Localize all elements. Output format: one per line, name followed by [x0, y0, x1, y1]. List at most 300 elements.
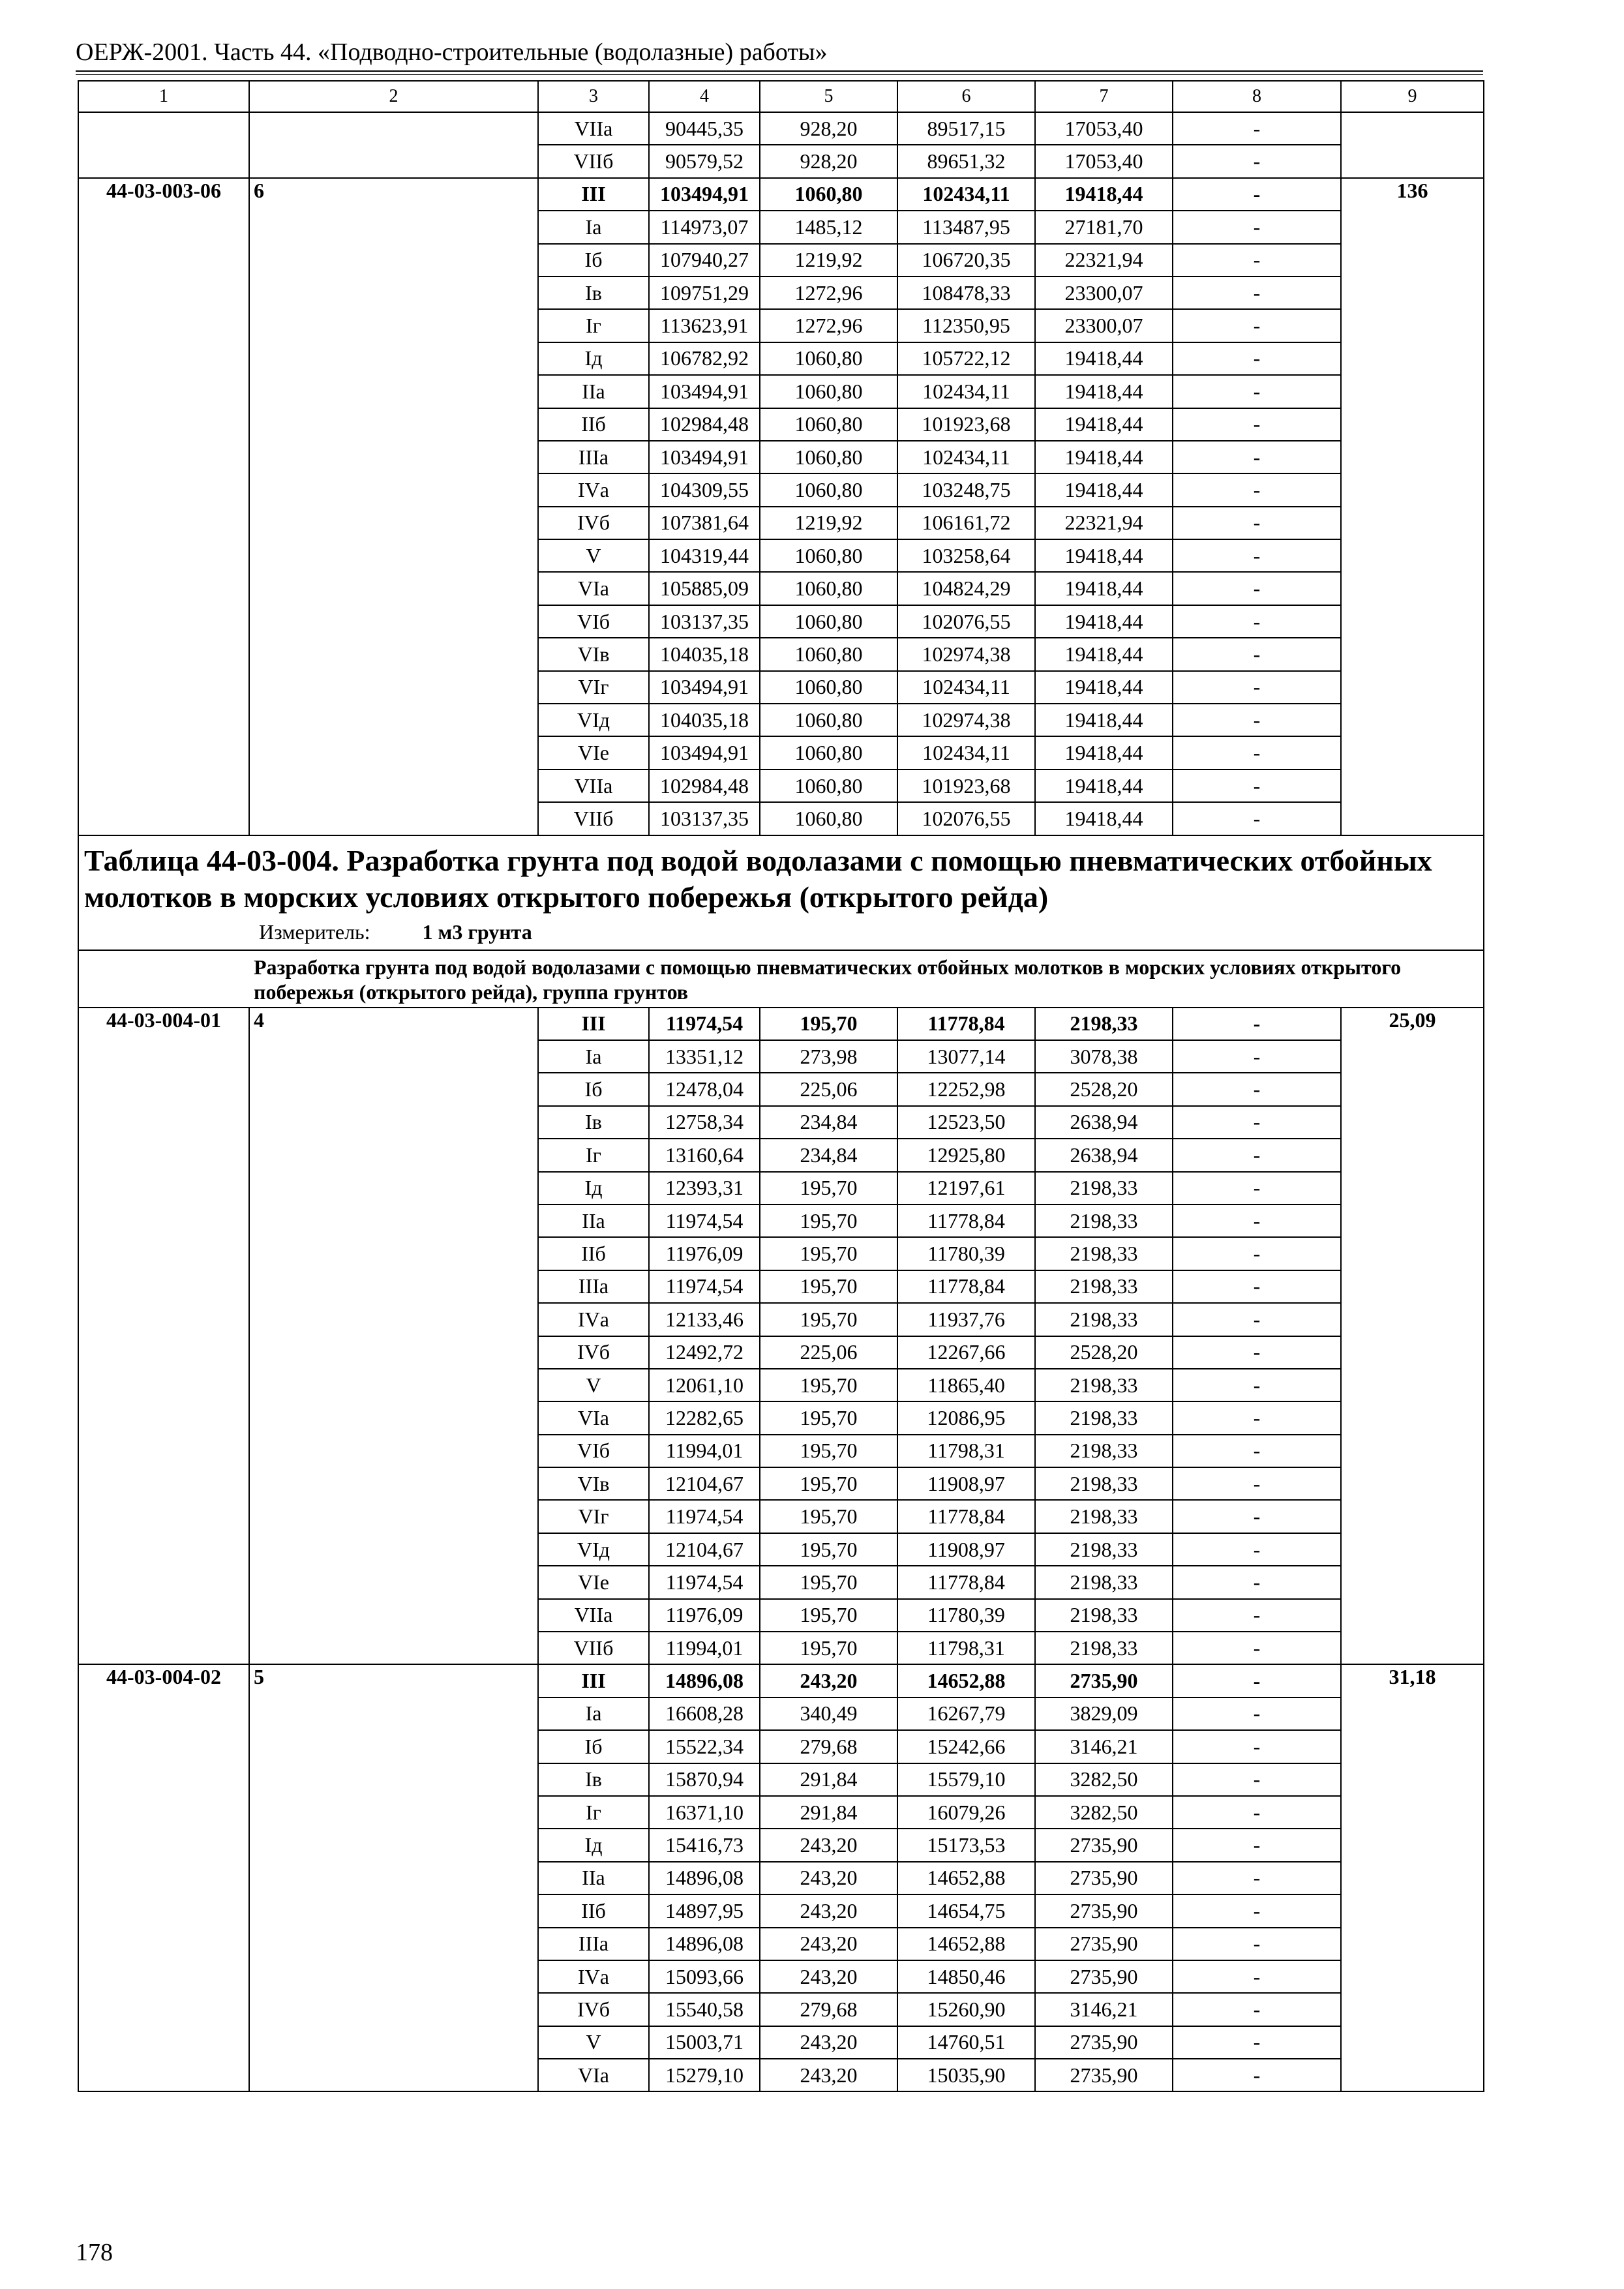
- machine-cost-cell: 12197,61: [897, 1172, 1035, 1204]
- column-number: 8: [1173, 81, 1341, 112]
- labor-total-cell: 136: [1341, 178, 1484, 835]
- labor-total-cell: 25,09: [1341, 1008, 1484, 1665]
- wages-cell: 243,20: [760, 1664, 897, 1697]
- machine-cost-cell: 15579,10: [897, 1763, 1035, 1796]
- direct-cost-cell: 13351,12: [649, 1040, 760, 1073]
- materials-cell: -: [1173, 1698, 1341, 1730]
- machinist-wages-cell: 3078,38: [1035, 1040, 1173, 1073]
- soil-zone-cell: Iб: [538, 1073, 649, 1105]
- machinist-wages-cell: 2198,33: [1035, 1303, 1173, 1336]
- column-number: 4: [649, 81, 760, 112]
- direct-cost-cell: 14896,08: [649, 1862, 760, 1894]
- soil-zone-cell: V: [538, 1369, 649, 1401]
- machine-cost-cell: 11778,84: [897, 1500, 1035, 1533]
- machinist-wages-cell: 23300,07: [1035, 277, 1173, 309]
- machinist-wages-cell: 2198,33: [1035, 1172, 1173, 1204]
- soil-zone-cell: VIе: [538, 736, 649, 769]
- norm-code-cell: 44-03-004-01: [78, 1008, 249, 1665]
- machinist-wages-cell: 2528,20: [1035, 1336, 1173, 1369]
- header-rule: [76, 70, 1483, 75]
- machine-cost-cell: 102434,11: [897, 671, 1035, 704]
- materials-cell: -: [1173, 1467, 1341, 1500]
- soil-zone-cell: IIIа: [538, 1270, 649, 1303]
- wages-cell: 928,20: [760, 112, 897, 145]
- machine-cost-cell: 103248,75: [897, 473, 1035, 506]
- machinist-wages-cell: 2735,90: [1035, 1862, 1173, 1894]
- materials-cell: -: [1173, 112, 1341, 145]
- direct-cost-cell: 113623,91: [649, 309, 760, 342]
- materials-cell: -: [1173, 1040, 1341, 1073]
- machine-cost-cell: 113487,95: [897, 211, 1035, 243]
- wages-cell: 1060,80: [760, 473, 897, 506]
- machinist-wages-cell: 2198,33: [1035, 1467, 1173, 1500]
- direct-cost-cell: 104035,18: [649, 704, 760, 736]
- wages-cell: 243,20: [760, 1894, 897, 1927]
- materials-cell: -: [1173, 2059, 1341, 2091]
- machine-cost-cell: 105722,12: [897, 342, 1035, 375]
- norm-code-cell: 44-03-004-02: [78, 1664, 249, 2091]
- materials-cell: -: [1173, 145, 1341, 177]
- machinist-wages-cell: 19418,44: [1035, 770, 1173, 802]
- total-cell-empty: [1341, 112, 1484, 178]
- machine-cost-cell: 11780,39: [897, 1599, 1035, 1632]
- soil-zone-cell: IIIа: [538, 1928, 649, 1960]
- direct-cost-cell: 104309,55: [649, 473, 760, 506]
- machinist-wages-cell: 2735,90: [1035, 1664, 1173, 1697]
- materials-cell: -: [1173, 539, 1341, 572]
- direct-cost-cell: 11974,54: [649, 1204, 760, 1237]
- machine-cost-cell: 15173,53: [897, 1829, 1035, 1861]
- direct-cost-cell: 103494,91: [649, 441, 760, 473]
- machine-cost-cell: 12252,98: [897, 1073, 1035, 1105]
- machine-cost-cell: 11778,84: [897, 1204, 1035, 1237]
- soil-zone-cell: VIIб: [538, 802, 649, 835]
- unit-line: [84, 920, 1478, 944]
- machine-cost-cell: 101923,68: [897, 770, 1035, 802]
- wages-cell: 195,70: [760, 1204, 897, 1237]
- materials-cell: -: [1173, 1829, 1341, 1861]
- norm-code-cell: 44-03-003-06: [78, 178, 249, 835]
- soil-zone-cell: IIа: [538, 1862, 649, 1894]
- materials-cell: -: [1173, 1435, 1341, 1467]
- materials-cell: -: [1173, 441, 1341, 473]
- machinist-wages-cell: 2528,20: [1035, 1073, 1173, 1105]
- machine-cost-cell: 106720,35: [897, 244, 1035, 277]
- direct-cost-cell: 16371,10: [649, 1796, 760, 1829]
- soil-zone-cell: VIа: [538, 2059, 649, 2091]
- table-row: [78, 112, 1484, 145]
- direct-cost-cell: 103137,35: [649, 802, 760, 835]
- direct-cost-cell: 105885,09: [649, 572, 760, 605]
- wages-cell: 928,20: [760, 145, 897, 177]
- soil-zone-cell: Iд: [538, 1829, 649, 1861]
- machinist-wages-cell: 2638,94: [1035, 1139, 1173, 1171]
- materials-cell: -: [1173, 1533, 1341, 1566]
- table-row: [78, 178, 1484, 211]
- machine-cost-cell: 102076,55: [897, 605, 1035, 638]
- wages-cell: 195,70: [760, 1566, 897, 1598]
- materials-cell: -: [1173, 1928, 1341, 1960]
- direct-cost-cell: 103494,91: [649, 178, 760, 211]
- materials-cell: -: [1173, 704, 1341, 736]
- direct-cost-cell: 11976,09: [649, 1599, 760, 1632]
- direct-cost-cell: 12104,67: [649, 1467, 760, 1500]
- wages-cell: 195,70: [760, 1303, 897, 1336]
- materials-cell: -: [1173, 1139, 1341, 1171]
- machine-cost-cell: 15242,66: [897, 1730, 1035, 1763]
- machine-cost-cell: 12523,50: [897, 1106, 1035, 1139]
- materials-cell: -: [1173, 244, 1341, 277]
- wages-cell: 234,84: [760, 1106, 897, 1139]
- soil-zone-cell: IVа: [538, 1303, 649, 1336]
- soil-zone-cell: VIIб: [538, 1632, 649, 1664]
- machine-cost-cell: 11780,39: [897, 1237, 1035, 1270]
- machine-cost-cell: 112350,95: [897, 309, 1035, 342]
- machinist-wages-cell: 27181,70: [1035, 211, 1173, 243]
- column-number: 6: [897, 81, 1035, 112]
- machinist-wages-cell: 19418,44: [1035, 802, 1173, 835]
- machine-cost-cell: 12086,95: [897, 1401, 1035, 1434]
- wages-cell: 1060,80: [760, 770, 897, 802]
- materials-cell: -: [1173, 507, 1341, 539]
- machine-cost-cell: 102076,55: [897, 802, 1035, 835]
- machinist-wages-cell: 2198,33: [1035, 1008, 1173, 1040]
- direct-cost-cell: 109751,29: [649, 277, 760, 309]
- soil-zone-cell: IVб: [538, 1993, 649, 2026]
- direct-cost-cell: 16608,28: [649, 1698, 760, 1730]
- materials-cell: -: [1173, 1993, 1341, 2026]
- machine-cost-cell: 108478,33: [897, 277, 1035, 309]
- page-header: ОЕРЖ-2001. Часть 44. «Подводно-строительные (водолазные) работы»: [76, 38, 828, 66]
- machine-cost-cell: 12267,66: [897, 1336, 1035, 1369]
- soil-zone-cell: IIIа: [538, 441, 649, 473]
- machine-cost-cell: 11798,31: [897, 1632, 1035, 1664]
- wages-cell: 195,70: [760, 1632, 897, 1664]
- table-title: Таблица 44-03-004. Разработка грунта под водой водолазами с помощью пневматических отбойных молотков в морских условиях открытого побережья (открытого рейда): [84, 843, 1432, 914]
- wages-cell: 1060,80: [760, 178, 897, 211]
- wages-cell: 195,70: [760, 1008, 897, 1040]
- machine-cost-cell: 103258,64: [897, 539, 1035, 572]
- direct-cost-cell: 12133,46: [649, 1303, 760, 1336]
- wages-cell: 195,70: [760, 1467, 897, 1500]
- machinist-wages-cell: 2198,33: [1035, 1632, 1173, 1664]
- direct-cost-cell: 13160,64: [649, 1139, 760, 1171]
- soil-zone-cell: Iв: [538, 1763, 649, 1796]
- machinist-wages-cell: 2735,90: [1035, 1894, 1173, 1927]
- materials-cell: -: [1173, 342, 1341, 375]
- wages-cell: 243,20: [760, 2059, 897, 2091]
- estimate-table: [78, 80, 1484, 2092]
- direct-cost-cell: 12104,67: [649, 1533, 760, 1566]
- machinist-wages-cell: 17053,40: [1035, 112, 1173, 145]
- materials-cell: -: [1173, 375, 1341, 408]
- wages-cell: 1060,80: [760, 342, 897, 375]
- wages-cell: 195,70: [760, 1533, 897, 1566]
- machinist-wages-cell: 23300,07: [1035, 309, 1173, 342]
- machine-cost-cell: 104824,29: [897, 572, 1035, 605]
- direct-cost-cell: 15003,71: [649, 2026, 760, 2059]
- materials-cell: -: [1173, 1632, 1341, 1664]
- machine-cost-cell: 14760,51: [897, 2026, 1035, 2059]
- direct-cost-cell: 12492,72: [649, 1336, 760, 1369]
- machine-cost-cell: 11778,84: [897, 1270, 1035, 1303]
- machinist-wages-cell: 19418,44: [1035, 572, 1173, 605]
- materials-cell: -: [1173, 1894, 1341, 1927]
- machinist-wages-cell: 2198,33: [1035, 1270, 1173, 1303]
- soil-zone-cell: III: [538, 1664, 649, 1697]
- direct-cost-cell: 11994,01: [649, 1435, 760, 1467]
- table-description-row: [78, 950, 1484, 1008]
- unit-value: 1 м3 грунта: [422, 920, 532, 944]
- machinist-wages-cell: 19418,44: [1035, 736, 1173, 769]
- direct-cost-cell: 11994,01: [649, 1632, 760, 1664]
- soil-zone-cell: VIг: [538, 671, 649, 704]
- machinist-wages-cell: 19418,44: [1035, 375, 1173, 408]
- wages-cell: 1060,80: [760, 638, 897, 670]
- materials-cell: -: [1173, 1796, 1341, 1829]
- soil-zone-cell: III: [538, 1008, 649, 1040]
- soil-zone-cell: VIIа: [538, 770, 649, 802]
- column-number: 7: [1035, 81, 1173, 112]
- machine-cost-cell: 15260,90: [897, 1993, 1035, 2026]
- wages-cell: 279,68: [760, 1993, 897, 2026]
- direct-cost-cell: 103494,91: [649, 671, 760, 704]
- machine-cost-cell: 13077,14: [897, 1040, 1035, 1073]
- machinist-wages-cell: 19418,44: [1035, 342, 1173, 375]
- direct-cost-cell: 11974,54: [649, 1270, 760, 1303]
- machinist-wages-cell: 2198,33: [1035, 1237, 1173, 1270]
- direct-cost-cell: 90579,52: [649, 145, 760, 177]
- soil-zone-cell: IVа: [538, 473, 649, 506]
- soil-zone-cell: VIб: [538, 605, 649, 638]
- machine-cost-cell: 11778,84: [897, 1566, 1035, 1598]
- wages-cell: 234,84: [760, 1139, 897, 1171]
- soil-zone-cell: Iг: [538, 1796, 649, 1829]
- soil-zone-cell: VIIб: [538, 145, 649, 177]
- materials-cell: -: [1173, 572, 1341, 605]
- direct-cost-cell: 14896,08: [649, 1664, 760, 1697]
- machine-cost-cell: 102434,11: [897, 375, 1035, 408]
- machinist-wages-cell: 3282,50: [1035, 1796, 1173, 1829]
- materials-cell: -: [1173, 605, 1341, 638]
- direct-cost-cell: 12478,04: [649, 1073, 760, 1105]
- labor-total-cell: 31,18: [1341, 1664, 1484, 2091]
- soil-zone-cell: Iб: [538, 1730, 649, 1763]
- soil-zone-cell: Iг: [538, 1139, 649, 1171]
- column-number: 5: [760, 81, 897, 112]
- machinist-wages-cell: 19418,44: [1035, 178, 1173, 211]
- column-number-row: [78, 81, 1484, 112]
- soil-zone-cell: IIа: [538, 1204, 649, 1237]
- wages-cell: 1060,80: [760, 704, 897, 736]
- materials-cell: -: [1173, 309, 1341, 342]
- machine-cost-cell: 14652,88: [897, 1664, 1035, 1697]
- machine-cost-cell: 14654,75: [897, 1894, 1035, 1927]
- machinist-wages-cell: 2735,90: [1035, 1829, 1173, 1861]
- materials-cell: -: [1173, 1237, 1341, 1270]
- direct-cost-cell: 104035,18: [649, 638, 760, 670]
- machine-cost-cell: 11865,40: [897, 1369, 1035, 1401]
- materials-cell: -: [1173, 178, 1341, 211]
- direct-cost-cell: 103494,91: [649, 375, 760, 408]
- materials-cell: -: [1173, 277, 1341, 309]
- direct-cost-cell: 15416,73: [649, 1829, 760, 1861]
- soil-zone-cell: IIб: [538, 408, 649, 441]
- machinist-wages-cell: 2198,33: [1035, 1533, 1173, 1566]
- soil-zone-cell: VIа: [538, 1401, 649, 1434]
- table-row: [78, 1008, 1484, 1040]
- soil-zone-cell: Iв: [538, 277, 649, 309]
- materials-cell: -: [1173, 2026, 1341, 2059]
- materials-cell: -: [1173, 1960, 1341, 1993]
- code-cell-empty: [78, 112, 249, 178]
- machine-cost-cell: 102434,11: [897, 441, 1035, 473]
- machine-cost-cell: 14850,46: [897, 1960, 1035, 1993]
- materials-cell: -: [1173, 1730, 1341, 1763]
- machinist-wages-cell: 2735,90: [1035, 2026, 1173, 2059]
- wages-cell: 1060,80: [760, 736, 897, 769]
- materials-cell: -: [1173, 1500, 1341, 1533]
- wages-cell: 279,68: [760, 1730, 897, 1763]
- soil-zone-cell: Iа: [538, 211, 649, 243]
- machine-cost-cell: 11908,97: [897, 1533, 1035, 1566]
- direct-cost-cell: 103494,91: [649, 736, 760, 769]
- direct-cost-cell: 14896,08: [649, 1928, 760, 1960]
- wages-cell: 195,70: [760, 1237, 897, 1270]
- machinist-wages-cell: 19418,44: [1035, 408, 1173, 441]
- group-cell-empty: [249, 112, 538, 178]
- machine-cost-cell: 102974,38: [897, 638, 1035, 670]
- machinist-wages-cell: 19418,44: [1035, 441, 1173, 473]
- soil-zone-cell: VIа: [538, 572, 649, 605]
- materials-cell: -: [1173, 1303, 1341, 1336]
- materials-cell: -: [1173, 1369, 1341, 1401]
- materials-cell: -: [1173, 1106, 1341, 1139]
- machine-cost-cell: 16267,79: [897, 1698, 1035, 1730]
- machine-cost-cell: 11937,76: [897, 1303, 1035, 1336]
- machine-cost-cell: 102434,11: [897, 736, 1035, 769]
- wages-cell: 195,70: [760, 1369, 897, 1401]
- machine-cost-cell: 11778,84: [897, 1008, 1035, 1040]
- machinist-wages-cell: 2638,94: [1035, 1106, 1173, 1139]
- direct-cost-cell: 11974,54: [649, 1008, 760, 1040]
- soil-group-cell: 4: [249, 1008, 538, 1665]
- direct-cost-cell: 15540,58: [649, 1993, 760, 2026]
- machinist-wages-cell: 19418,44: [1035, 473, 1173, 506]
- wages-cell: 1219,92: [760, 507, 897, 539]
- wages-cell: 1272,96: [760, 277, 897, 309]
- soil-zone-cell: VIIа: [538, 112, 649, 145]
- wages-cell: 195,70: [760, 1599, 897, 1632]
- machinist-wages-cell: 19418,44: [1035, 539, 1173, 572]
- machinist-wages-cell: 2735,90: [1035, 1928, 1173, 1960]
- machinist-wages-cell: 3829,09: [1035, 1698, 1173, 1730]
- soil-zone-cell: III: [538, 178, 649, 211]
- materials-cell: -: [1173, 802, 1341, 835]
- machinist-wages-cell: 2735,90: [1035, 1960, 1173, 1993]
- machine-cost-cell: 101923,68: [897, 408, 1035, 441]
- machine-cost-cell: 16079,26: [897, 1796, 1035, 1829]
- direct-cost-cell: 12061,10: [649, 1369, 760, 1401]
- machinist-wages-cell: 2198,33: [1035, 1435, 1173, 1467]
- column-number: 3: [538, 81, 649, 112]
- wages-cell: 1060,80: [760, 605, 897, 638]
- machinist-wages-cell: 2198,33: [1035, 1566, 1173, 1598]
- direct-cost-cell: 106782,92: [649, 342, 760, 375]
- machinist-wages-cell: 3282,50: [1035, 1763, 1173, 1796]
- direct-cost-cell: 102984,48: [649, 770, 760, 802]
- soil-zone-cell: Iд: [538, 1172, 649, 1204]
- wages-cell: 195,70: [760, 1435, 897, 1467]
- machine-cost-cell: 11798,31: [897, 1435, 1035, 1467]
- direct-cost-cell: 114973,07: [649, 211, 760, 243]
- machine-cost-cell: 14652,88: [897, 1928, 1035, 1960]
- direct-cost-cell: 104319,44: [649, 539, 760, 572]
- machinist-wages-cell: 19418,44: [1035, 638, 1173, 670]
- wages-cell: 243,20: [760, 1928, 897, 1960]
- soil-group-cell: 5: [249, 1664, 538, 2091]
- soil-zone-cell: VIг: [538, 1500, 649, 1533]
- soil-zone-cell: Iа: [538, 1698, 649, 1730]
- wages-cell: 225,06: [760, 1336, 897, 1369]
- wages-cell: 1060,80: [760, 408, 897, 441]
- materials-cell: -: [1173, 1862, 1341, 1894]
- wages-cell: 195,70: [760, 1172, 897, 1204]
- page-number: 178: [76, 2239, 113, 2266]
- wages-cell: 195,70: [760, 1270, 897, 1303]
- machinist-wages-cell: 2198,33: [1035, 1599, 1173, 1632]
- machine-cost-cell: 14652,88: [897, 1862, 1035, 1894]
- machine-cost-cell: 89651,32: [897, 145, 1035, 177]
- table-title-row: [78, 835, 1484, 950]
- machinist-wages-cell: 3146,21: [1035, 1993, 1173, 2026]
- soil-zone-cell: VIв: [538, 638, 649, 670]
- soil-zone-cell: V: [538, 2026, 649, 2059]
- materials-cell: -: [1173, 408, 1341, 441]
- direct-cost-cell: 15522,34: [649, 1730, 760, 1763]
- materials-cell: -: [1173, 1270, 1341, 1303]
- materials-cell: -: [1173, 1763, 1341, 1796]
- column-number: 1: [78, 81, 249, 112]
- machinist-wages-cell: 19418,44: [1035, 671, 1173, 704]
- machinist-wages-cell: 2198,33: [1035, 1369, 1173, 1401]
- soil-zone-cell: VIб: [538, 1435, 649, 1467]
- table-title-cell: [78, 835, 1484, 950]
- direct-cost-cell: 15093,66: [649, 1960, 760, 1993]
- soil-zone-cell: IIа: [538, 375, 649, 408]
- table-row: [78, 1664, 1484, 1697]
- wages-cell: 1060,80: [760, 539, 897, 572]
- soil-zone-cell: VIе: [538, 1566, 649, 1598]
- materials-cell: -: [1173, 211, 1341, 243]
- soil-zone-cell: Iд: [538, 342, 649, 375]
- wages-cell: 1060,80: [760, 802, 897, 835]
- column-number: 9: [1341, 81, 1484, 112]
- direct-cost-cell: 12282,65: [649, 1401, 760, 1434]
- soil-zone-cell: IVб: [538, 507, 649, 539]
- soil-zone-cell: Iв: [538, 1106, 649, 1139]
- direct-cost-cell: 12393,31: [649, 1172, 760, 1204]
- machine-cost-cell: 106161,72: [897, 507, 1035, 539]
- wages-cell: 340,49: [760, 1698, 897, 1730]
- wages-cell: 1060,80: [760, 441, 897, 473]
- materials-cell: -: [1173, 1172, 1341, 1204]
- materials-cell: -: [1173, 1204, 1341, 1237]
- machine-cost-cell: 102434,11: [897, 178, 1035, 211]
- direct-cost-cell: 11976,09: [649, 1237, 760, 1270]
- machinist-wages-cell: 2198,33: [1035, 1401, 1173, 1434]
- soil-zone-cell: IVб: [538, 1336, 649, 1369]
